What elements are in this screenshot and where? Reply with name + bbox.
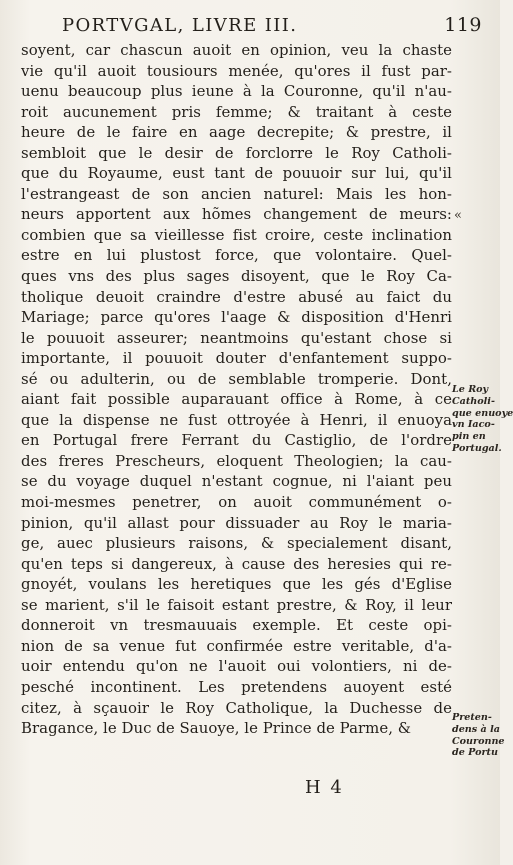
text-line: sé ou adulterin, ou de semblable tromperie. Dont,: [21, 369, 452, 388]
marginal-note-line: Catholi-: [452, 395, 495, 407]
text-line: gnoyét, voulans les heretiques que les gés d'Eglise: [21, 575, 452, 594]
text-line: se du voyage duquel n'estant cognue, ni l'aiant peu: [21, 472, 452, 491]
running-head: [62, 14, 482, 38]
main-text-block: [21, 40, 452, 739]
text-line: Bragance, le Duc de Sauoye, le Prince de Parme, &: [21, 719, 412, 738]
text-line: tholique deuoit craindre d'estre abusé au faict du: [21, 287, 452, 306]
text-line: nion de sa venue fut confirmée estre veritable, d'a-: [21, 636, 452, 655]
text-line: des freres Prescheurs, eloquent Theologien; la cau-: [21, 451, 452, 470]
marginal-ornament: «: [454, 208, 462, 223]
text-line: heure de le faire en aage decrepite; & prestre, il: [21, 123, 452, 142]
text-line: soyent, car chascun auoit en opinion, veu la chaste: [21, 41, 452, 59]
text-line: importante, il pouuoit douter d'enfantement suppo-: [21, 349, 452, 368]
text-line: moi-mesmes penetrer, on auoit communément o-: [21, 493, 452, 512]
text-line: vie qu'il auoit tousiours menée, qu'ores il fust par-: [21, 61, 452, 80]
marginal-note-line: Portugal.: [452, 442, 502, 454]
text-line: sembloit que le desir de forclorre le Roy Catholi-: [21, 143, 452, 162]
marginal-note-line: de Portu: [452, 747, 498, 759]
text-line: citez, à sçauoir le Roy Catholique, la Duchesse de: [21, 698, 452, 717]
marginal-note-catholic-king: [452, 384, 513, 455]
text-line: uenu beaucoup plus ieune à la Couronne, qu'il n'au-: [21, 82, 452, 101]
text-line: ques vns des plus sages disoyent, que le Roy Ca-: [21, 267, 452, 286]
text-line: aiant fait possible auparauant office à Rome, à ce: [21, 390, 452, 409]
text-line: Mariage; parce qu'ores l'aage & disposition d'Henri: [21, 308, 452, 327]
text-line: roit aucunement pris femme; & traitant à ceste: [21, 102, 452, 121]
text-line: neurs apportent aux hõmes changement de meurs:: [21, 205, 452, 224]
signature-mark: H 4: [305, 777, 344, 798]
marginal-note-line: que enuoye: [452, 407, 513, 419]
marginal-note-line: pin en: [452, 431, 486, 443]
marginal-note-line: Le Roy: [452, 384, 489, 395]
page-number: 119: [444, 14, 482, 36]
text-line: que la dispense ne fust ottroyée à Henri, il enuoya: [21, 410, 452, 429]
text-line: combien que sa vieillesse fist croire, ceste inclination: [21, 225, 452, 244]
marginal-note-line: dens à la: [452, 723, 500, 735]
text-line: pesché incontinent. Les pretendens auoyent esté: [21, 677, 452, 696]
text-line: qu'en teps si dangereux, à cause des heresies qui re-: [21, 554, 452, 573]
text-line: uoir entendu qu'on ne l'auoit oui volontiers, ni de-: [21, 657, 452, 676]
text-line: donneroit vn tresmauuais exemple. Et ceste opi-: [21, 616, 452, 635]
marginal-note-line: Preten-: [452, 712, 492, 723]
text-line: pinion, qu'il allast pour dissuader au Roy le maria-: [21, 513, 452, 532]
text-line: estre en lui plustost force, que volontaire. Quel-: [21, 246, 452, 265]
marginal-note-pretenders: [452, 712, 505, 759]
running-title: PORTVGAL, LIVRE III.: [62, 15, 298, 36]
marginal-note-line: Couronne: [452, 735, 505, 747]
text-line: le pouuoit asseurer; neantmoins qu'estant chose si: [21, 328, 452, 347]
text-line: en Portugal frere Ferrant du Castiglio, de l'ordre: [21, 431, 452, 450]
text-line: ge, auec plusieurs raisons, & specialement disant,: [21, 534, 452, 553]
text-line: que du Royaume, eust tant de pouuoir sur lui, qu'il: [21, 164, 452, 183]
text-line: se marient, s'il le faisoit estant prestre, & Roy, il leur: [21, 595, 452, 614]
text-line: l'estrangeast de son ancien naturel: Mais les hon-: [21, 184, 452, 203]
marginal-note-line: vn Iaco-: [452, 419, 495, 431]
